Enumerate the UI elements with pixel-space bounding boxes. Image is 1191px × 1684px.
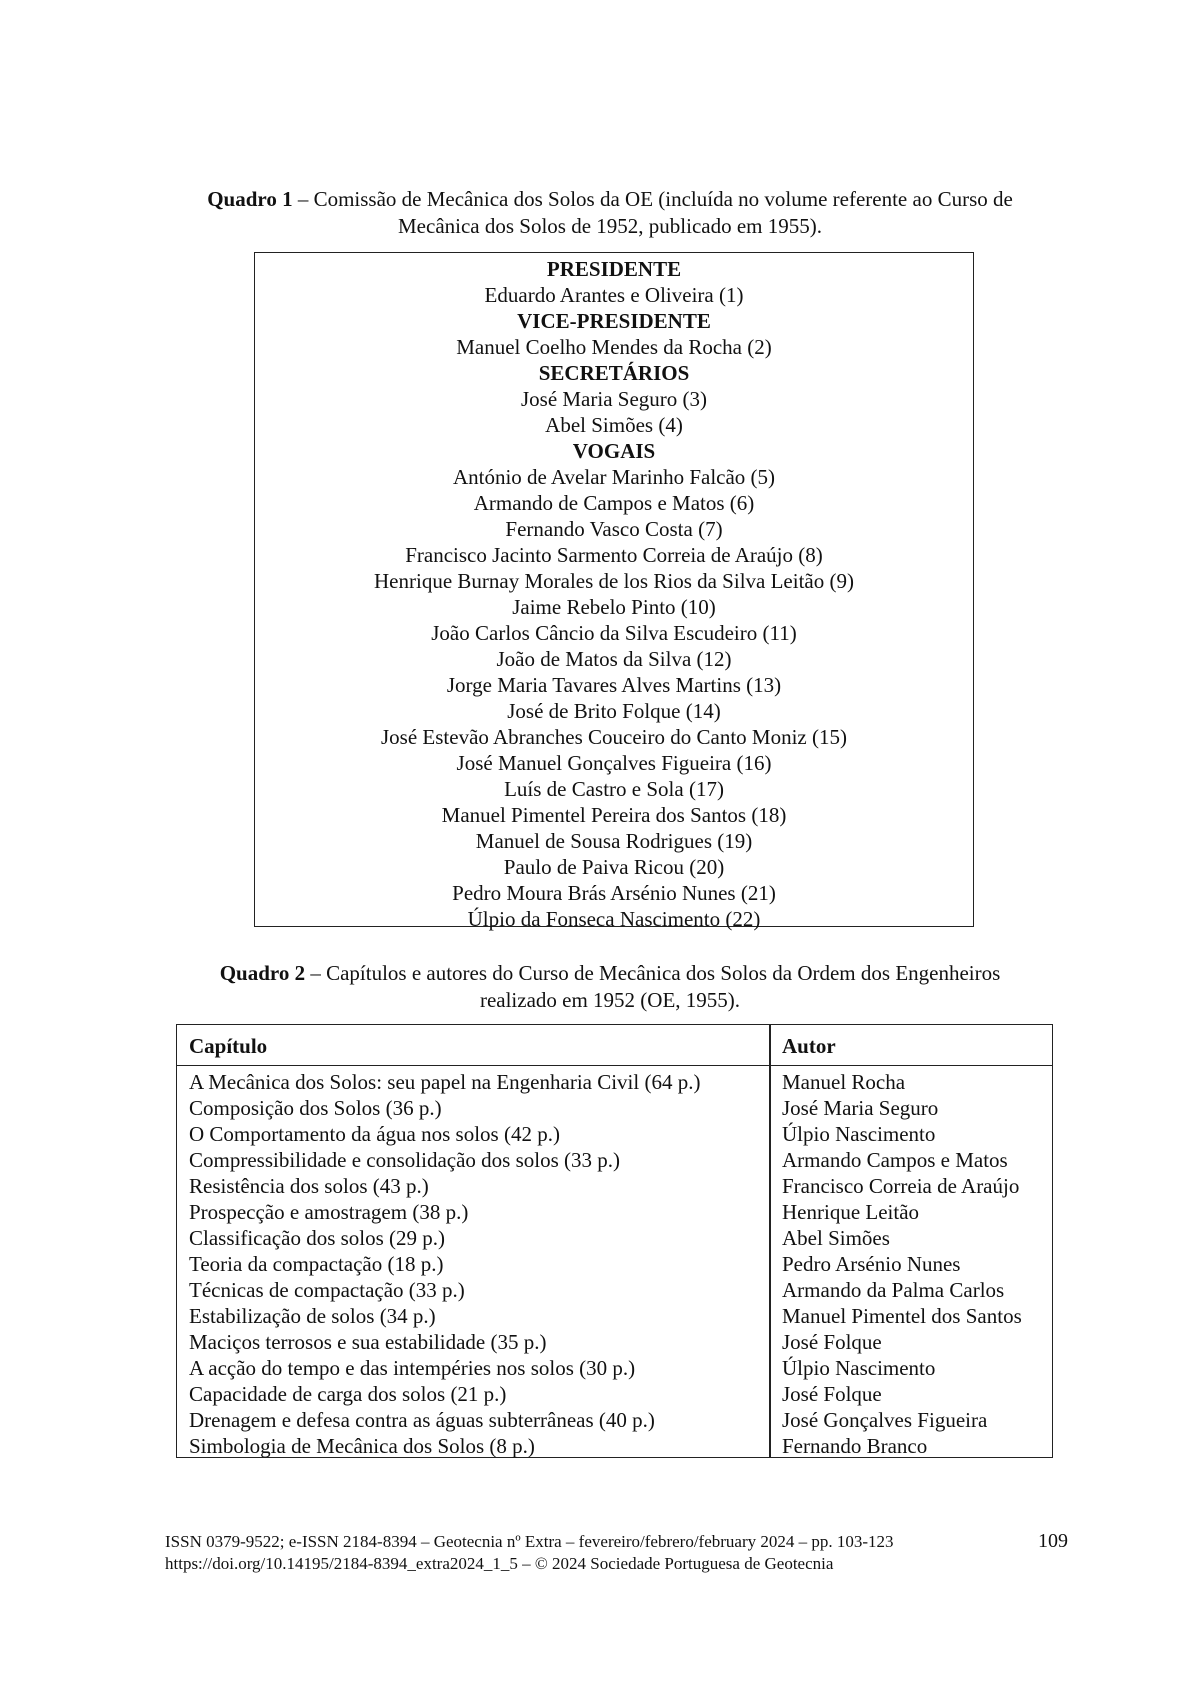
- cell-autor: José Gonçalves Figueira: [782, 1408, 988, 1432]
- header-autor: Autor: [782, 1034, 836, 1058]
- cell-autor: Pedro Arsénio Nunes: [782, 1252, 961, 1276]
- commission-member: Abel Simões (4): [545, 413, 683, 437]
- commission-member: João Carlos Câncio da Silva Escudeiro (11): [431, 621, 797, 645]
- page-number: 109: [1038, 1530, 1068, 1552]
- commission-member: Paulo de Paiva Ricou (20): [503, 855, 725, 879]
- footer-doi: https://doi.org/10.14195/2184-8394_extra2024_1_5 – © 2024 Sociedade Portuguesa de Geotecnia: [165, 1554, 834, 1573]
- table-row: [177, 1433, 1052, 1459]
- cell-autor: Henrique Leitão: [782, 1200, 920, 1224]
- commission-member: Manuel Pimentel Pereira dos Santos (18): [441, 803, 787, 827]
- cell-autor: José Maria Seguro: [782, 1096, 939, 1120]
- cell-capitulo: A Mecânica dos Solos: seu papel na Engenharia Civil (64 p.): [189, 1070, 701, 1094]
- quadro1-label: Quadro 1: [207, 187, 293, 211]
- commission-role-heading: VICE-PRESIDENTE: [517, 309, 711, 333]
- cell-capitulo: Compressibilidade e consolidação dos solos (33 p.): [189, 1148, 621, 1172]
- table-row: [177, 1147, 1052, 1173]
- cell-autor: Úlpio Nascimento: [782, 1122, 936, 1146]
- cell-autor: Abel Simões: [782, 1226, 890, 1250]
- cell-capitulo: O Comportamento da água nos solos (42 p.): [189, 1122, 560, 1146]
- table-header-row: [177, 1025, 1052, 1066]
- commission-member: Úlpio da Fonseca Nascimento (22): [467, 907, 761, 931]
- cell-capitulo: Técnicas de compactação (33 p.): [189, 1278, 465, 1302]
- table-row: [177, 1225, 1052, 1251]
- commission-member: Luís de Castro e Sola (17): [504, 777, 724, 801]
- commission-member: José Manuel Gonçalves Figueira (16): [456, 751, 772, 775]
- cell-capitulo: Teoria da compactação (18 p.): [189, 1252, 444, 1276]
- commission-member: José Maria Seguro (3): [520, 387, 708, 411]
- cell-capitulo: Simbologia de Mecânica dos Solos (8 p.): [189, 1434, 535, 1458]
- table-row: [177, 1095, 1052, 1121]
- table-row: [177, 1069, 1052, 1095]
- table-row: [177, 1277, 1052, 1303]
- cell-capitulo: Drenagem e defesa contra as águas subterrâneas (40 p.): [189, 1408, 655, 1432]
- cell-capitulo: Classificação dos solos (29 p.): [189, 1226, 446, 1250]
- cell-capitulo: Estabilização de solos (34 p.): [189, 1304, 436, 1328]
- table-row: [177, 1173, 1052, 1199]
- table-row: [177, 1329, 1052, 1355]
- table-body: [177, 1069, 1052, 1459]
- cell-capitulo: Resistência dos solos (43 p.): [189, 1174, 429, 1198]
- quadro2-caption-line2: realizado em 1952 (OE, 1955).: [479, 988, 741, 1012]
- commission-member: Manuel Coelho Mendes da Rocha (2): [456, 335, 772, 359]
- commission-member: Jaime Rebelo Pinto (10): [512, 595, 716, 619]
- commission-member: Jorge Maria Tavares Alves Martins (13): [446, 673, 782, 697]
- cell-autor: Manuel Pimentel dos Santos: [782, 1304, 1022, 1328]
- quadro1-caption: [150, 186, 1070, 240]
- table-row: [177, 1251, 1052, 1277]
- commission-member: Eduardo Arantes e Oliveira (1): [484, 283, 744, 307]
- table-row: [177, 1355, 1052, 1381]
- quadro2-table: [176, 1024, 1053, 1458]
- commission-member: João de Matos da Silva (12): [496, 647, 732, 671]
- cell-autor: José Folque: [782, 1382, 882, 1406]
- quadro2-caption: [150, 960, 1070, 1014]
- commission-member: José Estevão Abranches Couceiro do Canto Moniz (15): [381, 725, 847, 749]
- cell-autor: Úlpio Nascimento: [782, 1356, 936, 1380]
- cell-autor: Fernando Branco: [782, 1434, 928, 1458]
- cell-capitulo: Maciços terrosos e sua estabilidade (35 p.): [189, 1330, 547, 1354]
- table-row: [177, 1199, 1052, 1225]
- table-row: [177, 1381, 1052, 1407]
- quadro2-label: Quadro 2: [219, 961, 306, 985]
- quadro1-caption-line1: [150, 186, 1070, 213]
- quadro2-caption-text: – Capítulos e autores do Curso de Mecânica dos Solos da Ordem dos Engenheiros: [305, 961, 1001, 985]
- cell-capitulo: Prospecção e amostragem (38 p.): [189, 1200, 469, 1224]
- quadro1-commission-box: [254, 252, 974, 931]
- quadro1-caption-line2: Mecânica dos Solos de 1952, publicado em 1955).: [398, 214, 822, 238]
- cell-capitulo: Capacidade de carga dos solos (21 p.): [189, 1382, 507, 1406]
- quadro2-caption-line1: [150, 960, 1070, 987]
- commission-member: Fernando Vasco Costa (7): [505, 517, 723, 541]
- table-row: [177, 1407, 1052, 1433]
- commission-role-heading: PRESIDENTE: [546, 257, 682, 281]
- cell-capitulo: Composição dos Solos (36 p.): [189, 1096, 442, 1120]
- table-row: [177, 1121, 1052, 1147]
- footer-issn: ISSN 0379-9522; e-ISSN 2184-8394 – Geotecnia nº Extra – fevereiro/febrero/february 2024 – pp. 103-123: [165, 1532, 894, 1551]
- commission-member: José de Brito Folque (14): [507, 699, 721, 723]
- cell-autor: Francisco Correia de Araújo: [782, 1174, 1020, 1198]
- commission-member: António de Avelar Marinho Falcão (5): [452, 465, 776, 489]
- header-capitulo: Capítulo: [189, 1034, 268, 1058]
- commission-member: Francisco Jacinto Sarmento Correia de Araújo (8): [405, 543, 823, 567]
- cell-autor: José Folque: [782, 1330, 882, 1354]
- commission-member: Manuel de Sousa Rodrigues (19): [475, 829, 753, 853]
- cell-autor: Armando da Palma Carlos: [782, 1278, 1005, 1302]
- cell-autor: Armando Campos e Matos: [782, 1148, 1008, 1172]
- cell-autor: Manuel Rocha: [782, 1070, 906, 1094]
- commission-role-heading: SECRETÁRIOS: [538, 361, 690, 385]
- commission-member: Armando de Campos e Matos (6): [473, 491, 755, 515]
- cell-capitulo: A acção do tempo e das intempéries nos solos (30 p.): [189, 1356, 636, 1380]
- commission-member: Pedro Moura Brás Arsénio Nunes (21): [452, 881, 776, 905]
- commission-role-heading: VOGAIS: [572, 439, 656, 463]
- quadro1-caption-text: – Comissão de Mecânica dos Solos da OE (incluída no volume referente ao Curso de: [292, 187, 1013, 211]
- commission-member: Henrique Burnay Morales de los Rios da Silva Leitão (9): [374, 569, 854, 593]
- table-row: [177, 1303, 1052, 1329]
